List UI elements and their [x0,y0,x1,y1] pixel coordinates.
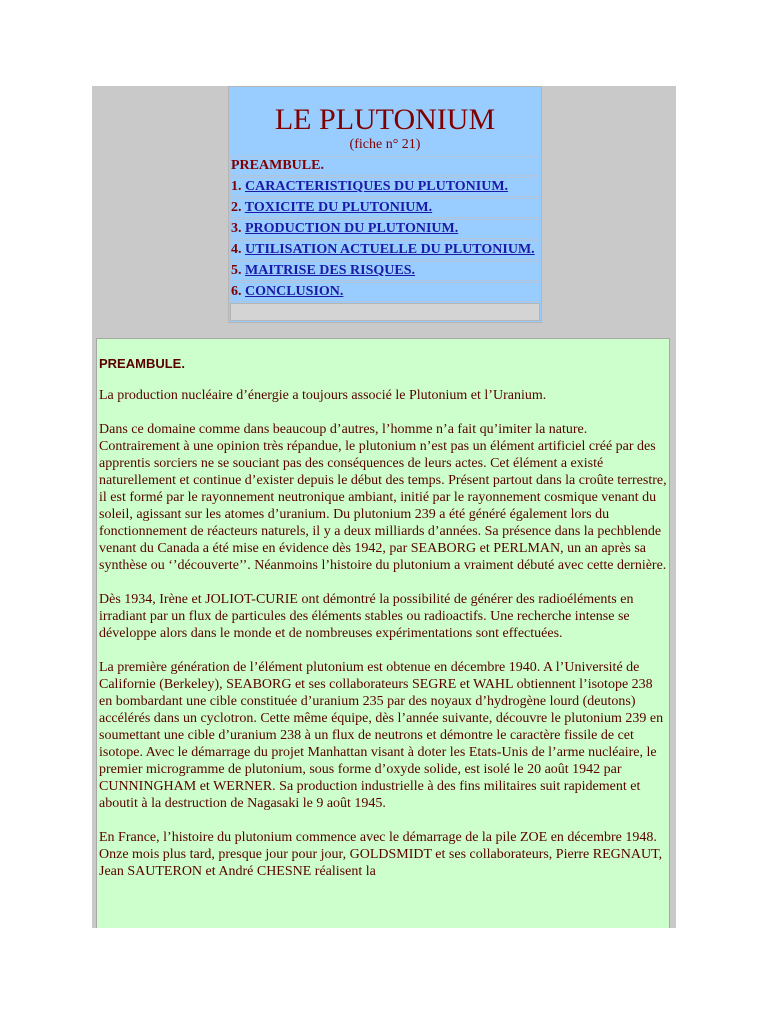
title-block [229,87,541,155]
toc-item-5 [230,261,540,281]
toc-item-4 [230,240,540,260]
toc-link-caracteristiques[interactable]: CARACTERISTIQUES DU PLUTONIUM. [245,179,509,194]
paragraph: La production nucléaire d’énergie a toujours associé le Plutonium et l’Uranium. [99,388,547,403]
toc-link-maitrise[interactable]: MAITRISE DES RISQUES. [245,263,415,278]
toc-item-number: 1. [231,179,242,194]
toc-item-number: 6. [231,284,242,299]
section-heading: PREAMBULE. [99,356,185,371]
toc-link-conclusion[interactable]: CONCLUSION. [245,284,344,299]
page-title: LE PLUTONIUM [274,103,496,136]
document-page [92,86,676,928]
page-subtitle: (fiche n° 21) [349,137,421,152]
paragraph: En France, l’histoire du plutonium commence avec le démarrage de la pile ZOE en décembre 1948. Onze mois plus tard, presque jour pour jour, GOLDSMIDT et ses collaborateurs, Pierre REGNAUT, Jean SAUTERON et André CHESNE réalisent la [99,830,663,879]
content-panel [96,338,670,928]
toc-item-number: 4. [231,242,242,257]
table-of-contents [228,86,542,323]
toc-link-utilisation[interactable]: UTILISATION ACTUELLE DU PLUTONIUM. [245,242,535,257]
toc-item-number: 5. [231,263,242,278]
toc-item-number: 2. [231,200,242,215]
toc-preamble [230,156,540,176]
toc-preamble-label: PREAMBULE. [231,158,324,173]
toc-item-1 [230,177,540,197]
toc-link-toxicite[interactable]: TOXICITE DU PLUTONIUM. [244,200,433,215]
toc-empty-cell [230,303,540,321]
paragraph: Dès 1934, Irène et JOLIOT-CURIE ont démontré la possibilité de générer des radioéléments en irradiant par un flux de particules des éléments stables ou radioactifs. Une recherche intense se développe alors dans le monde et de nombreuses expérimentations sont effectuées. [99,592,634,641]
content-body [97,339,669,880]
toc-link-production[interactable]: PRODUCTION DU PLUTONIUM. [245,221,459,236]
toc-item-3 [230,219,540,239]
toc-item-6 [230,282,540,302]
toc-item-2 [230,198,540,218]
paragraph: La première génération de l’élément plutonium est obtenue en décembre 1940. A l’Université de Californie (Berkeley), SEABORG et ses collaborateurs SEGRE et WAHL obtiennent l’isotope 238 en bombardant une cible constituée d’uranium 235 par des noyaux d’hydrogène lourd (deutons) accélérés dans un cyclotron. Cette même équipe, dès l’année suivante, découvre le plutonium 239 en soumettant une cible d’uranium 238 à un flux de neutrons et démontre le caractère fissile de cet isotope. Avec le démarrage du projet Manhattan visant à doter les Etats-Unis de l’arme nucléaire, le premier microgramme de plutonium, sous forme d’oxyde solide, est isolé le 20 août 1942 par CUNNINGHAM et WERNER. Sa production industrielle à des fins militaires suit rapidement et aboutit à la destruction de Nagasaki le 9 août 1945. [99,660,664,811]
toc-item-number: 3. [231,221,242,236]
paragraph: Dans ce domaine comme dans beaucoup d’autres, l’homme n’a fait qu’imiter la nature. Contrairement à une opinion très répandue, le plutonium n’est pas un élément artificiel créé par des apprentis sorciers ne se souciant pas des conséquences de leurs actes. Cet élément a existé naturellement et continue d’exister depuis le début des temps. Présent partout dans la croûte terrestre, il est formé par le rayonnement neutronique ambiant, initié par le rayonnement cosmique venant du soleil, agissant sur les atomes d’uranium. Du plutonium 239 a été généré également lors du fonctionnement de réacteurs naturels, il y a deux milliards d’années. Sa présence dans la pechblende venant du Canada a été mise en évidence dès 1942, par SEABORG et PERLMAN, un an après sa synthèse ou ‘’découverte’’. Néanmoins l’histoire du plutonium a vraiment débuté avec cette dernière. [99,422,667,573]
